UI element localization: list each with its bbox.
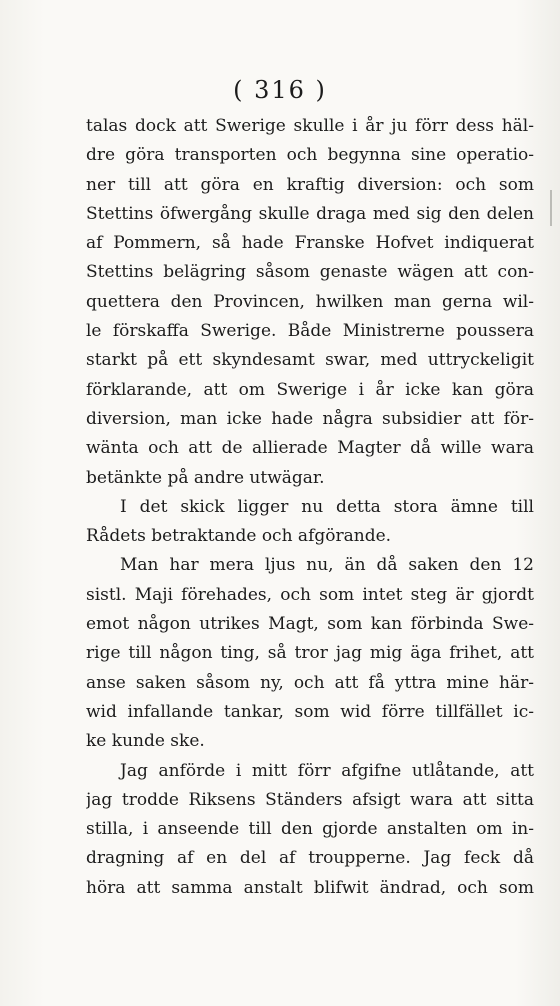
page-number: ( 316 ): [233, 76, 327, 104]
text-line: quettera den Provincen, hwilken man gerna wil-: [86, 291, 534, 312]
paragraph-first-line: I det skick ligger nu detta stora ämne till: [120, 496, 534, 517]
text-line: stilla, i anseende till den gjorde anstalten om in-: [86, 819, 534, 840]
text-line: le förskaffa Swerige. Både Ministrerne poussera: [86, 321, 534, 342]
text-line: talas dock att Swerige skulle i år ju förr dess häl-: [86, 116, 534, 136]
text-line: dragning af en del af troupperne. Jag feck då: [86, 848, 534, 869]
text-line: starkt på ett skyndesamt swar, med uttryckeligit: [86, 350, 534, 371]
paragraph-first-line: Jag anförde i mitt förr afgifne utlåtande, att: [120, 760, 534, 781]
text-line: dre göra transporten och begynna sine operatio-: [86, 145, 534, 166]
text-line: jag trodde Riksens Ständers afsigt wara att sitta: [86, 789, 534, 810]
paragraph-last-line: Rådets betraktande och afgörande.: [86, 526, 392, 547]
paragraph-last-line: betänkte på andre utwägar.: [86, 467, 325, 488]
body-text: [86, 112, 534, 903]
text-line: diversion, man icke hade några subsidier att för-: [86, 408, 534, 429]
text-line: rige till någon ting, så tror jag mig äga frihet, att: [86, 643, 534, 664]
text-line: förklarande, att om Swerige i år icke kan göra: [86, 379, 534, 400]
text-line: sistl. Maji förehades, och som intet steg är gjordt: [86, 584, 534, 605]
text-line: wid infallande tankar, som wid förre tillfället ic-: [86, 701, 534, 722]
paragraph-first-line: Man har mera ljus nu, än då saken den 12: [120, 555, 534, 576]
paragraph-last-line: ke kunde ske.: [86, 731, 205, 752]
text-line: ner till att göra en kraftig diversion: och som: [86, 174, 534, 195]
text-line: höra att samma anstalt blifwit ändrad, och som: [86, 877, 534, 898]
text-line: wänta och att de allierade Magter då wille wara: [86, 438, 534, 459]
text-line: anse saken såsom ny, och att få yttra mine här-: [86, 672, 534, 693]
text-line: Stettins belägring såsom genaste wägen att con-: [86, 262, 534, 283]
text-line: af Pommern, så hade Franske Hofvet indiquerat: [86, 233, 534, 254]
text-line: Stettins öfwergång skulle draga med sig den delen: [86, 203, 534, 224]
page-edge-mark: [550, 190, 552, 226]
text-line: emot någon utrikes Magt, som kan förbinda Swe-: [86, 614, 534, 635]
